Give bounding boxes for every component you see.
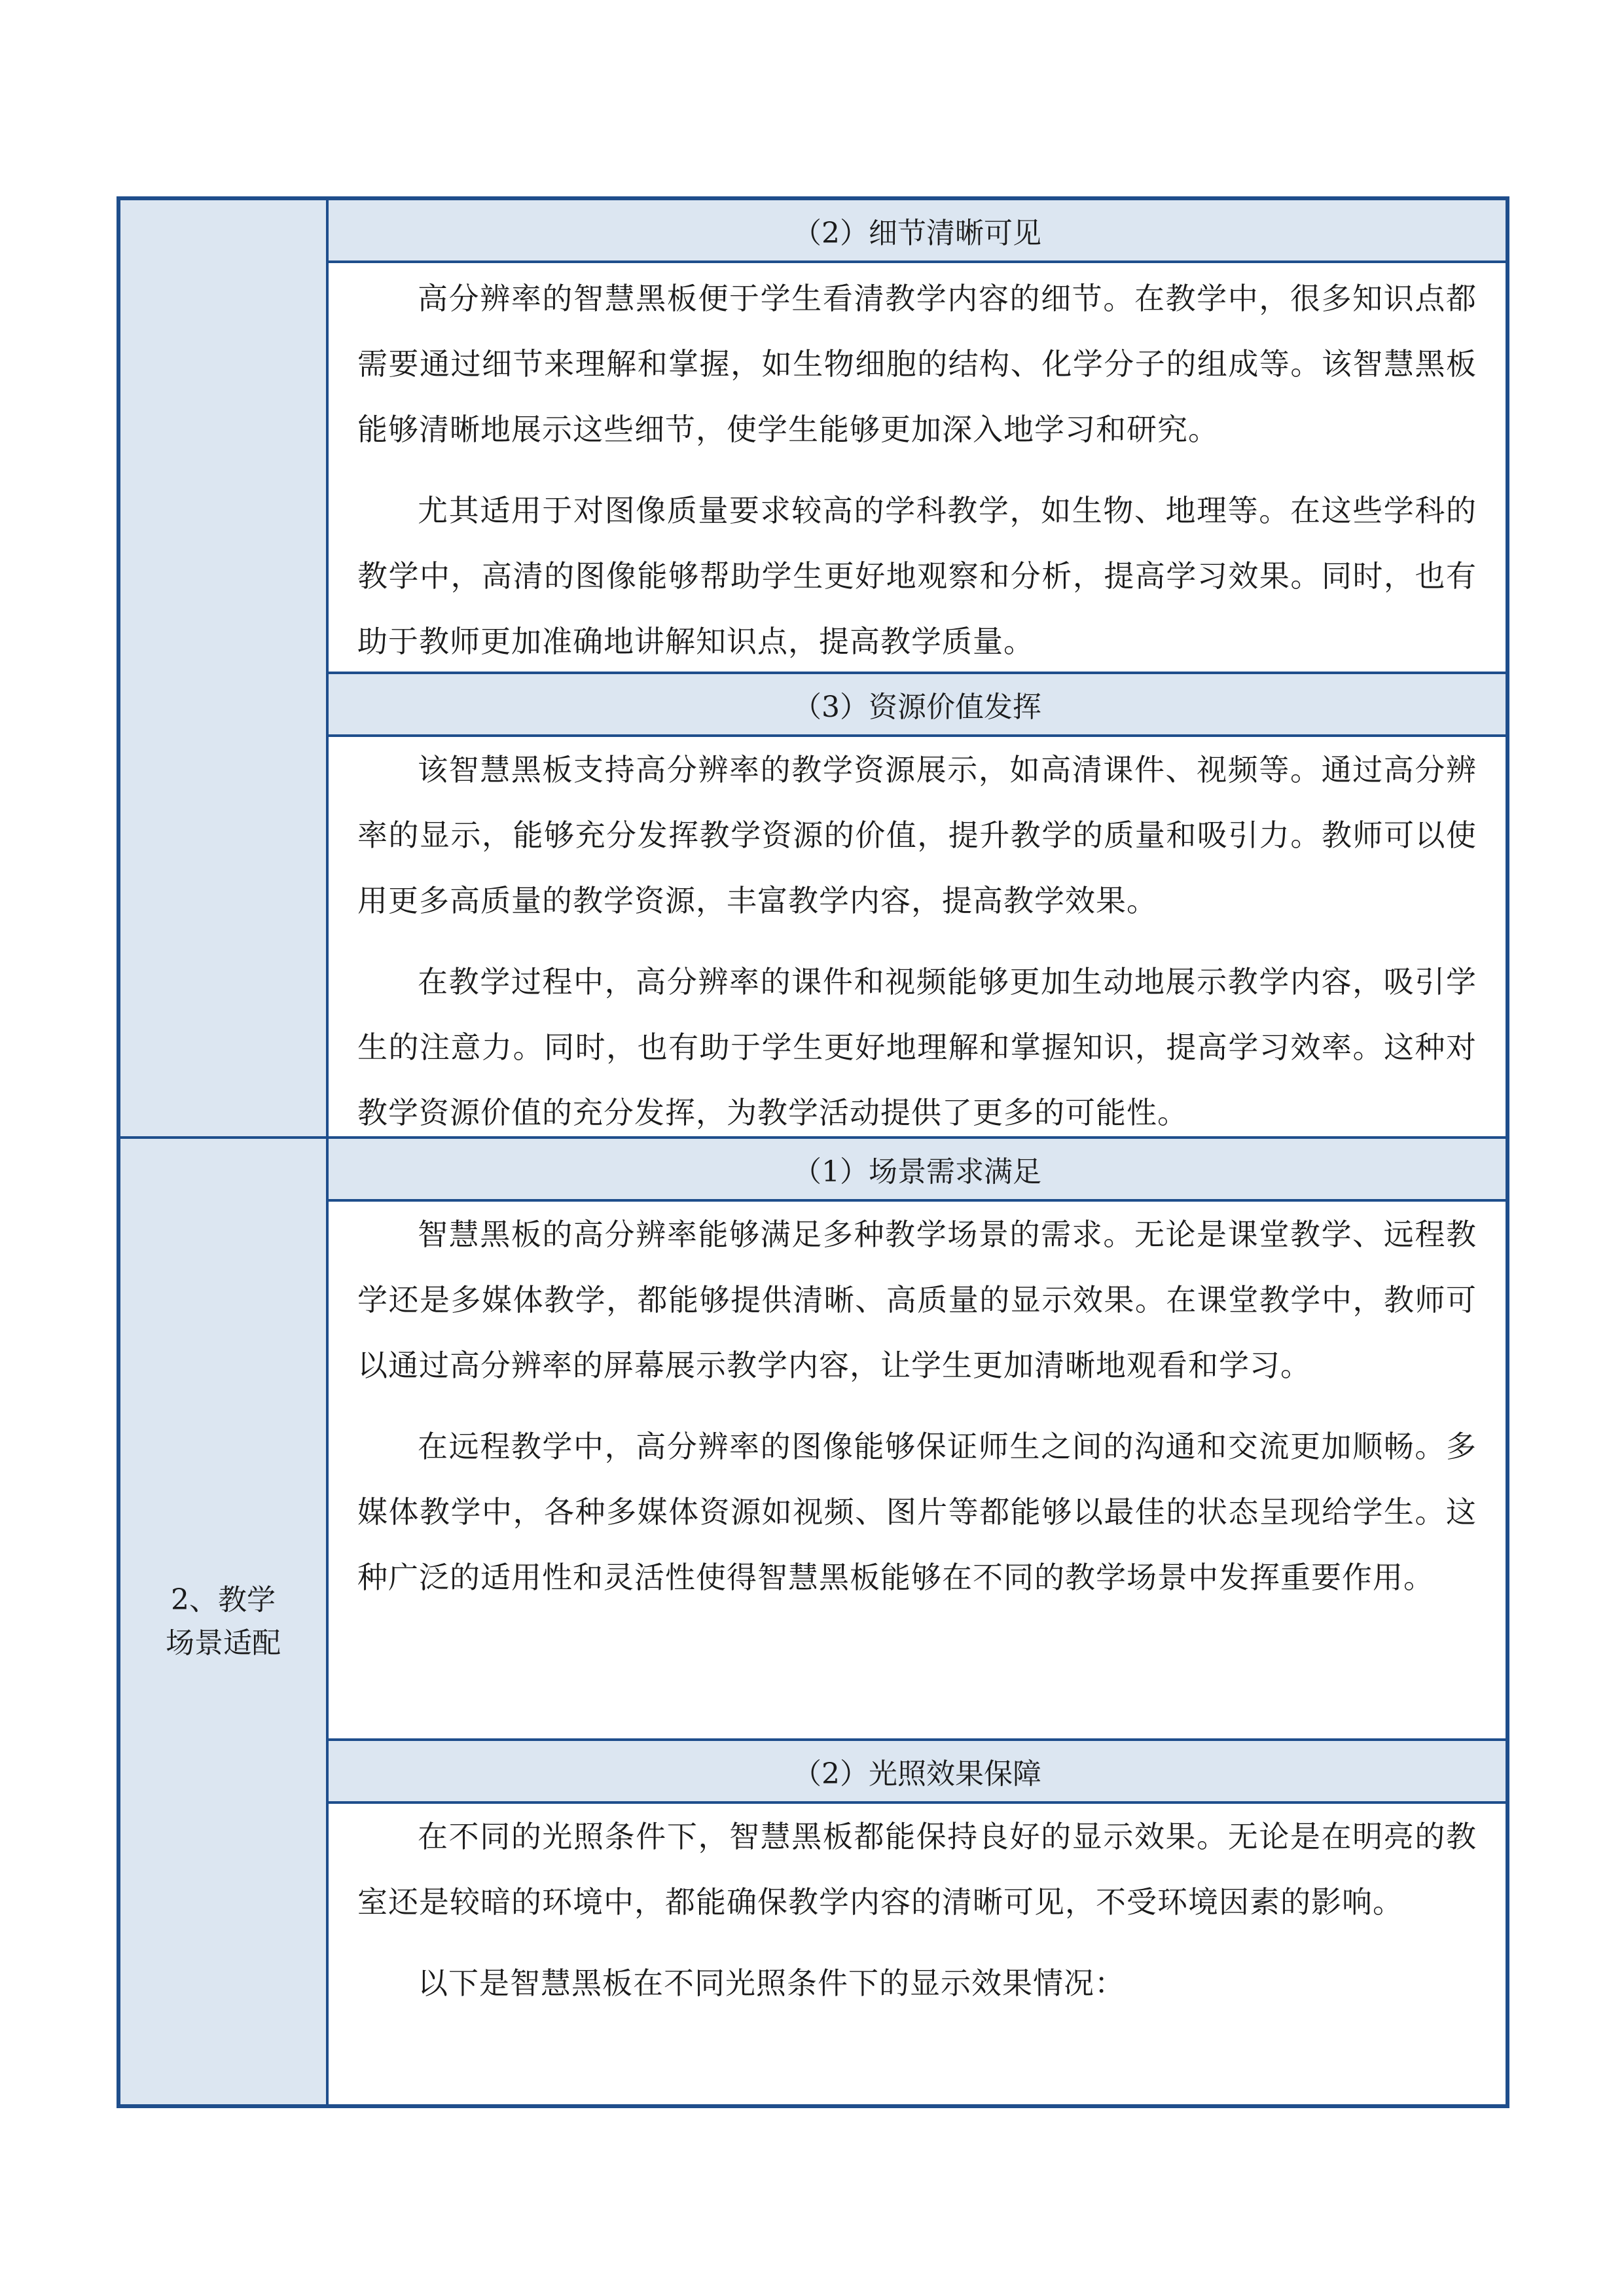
row-label: 2、教学场景适配: [166, 1583, 281, 1660]
paragraph: 尤其适用于对图像质量要求较高的学科教学，如生物、地理等。在这些学科的教学中，高清的图像能够帮助学生更好地观察和分析，提高学习效果。同时，也有助于教师更加准确地讲解知识点，提高教学质量。: [357, 493, 1477, 659]
section-heading-text: （3）资源价值发挥: [793, 691, 1041, 724]
paragraph: 以下是智慧黑板在不同光照条件下的显示效果情况：: [418, 1965, 1125, 2001]
section-heading-text: （2）细节清晰可见: [793, 217, 1041, 250]
paragraph: 高分辨率的智慧黑板便于学生看清教学内容的细节。在教学中，很多知识点都需要通过细节来理解和掌握，如生物细胞的结构、化学分子的组成等。该智慧黑板能够清晰地展示这些细节，使学生能够更加深入地学习和研究。: [357, 281, 1477, 447]
content-table: [117, 196, 1509, 2108]
section-heading-text: （2）光照效果保障: [793, 1757, 1041, 1791]
section-body: [329, 737, 1506, 1145]
paragraph: 在远程教学中，高分辨率的图像能够保证师生之间的沟通和交流更加顺畅。多媒体教学中，各种多媒体资源如视频、图片等都能够以最佳的状态呈现给学生。这种广泛的适用性和灵活性使得智慧黑板能够在不同的教学场景中发挥重要作用。: [357, 1429, 1477, 1595]
section-heading-text: （1）场景需求满足: [793, 1155, 1041, 1189]
row-label-cell: [120, 1139, 329, 2104]
section-heading: [329, 1136, 1506, 1202]
paragraph: 该智慧黑板支持高分辨率的教学资源展示，如高清课件、视频等。通过高分辨率的显示，能够充分发挥教学资源的价值，提升教学的质量和吸引力。教师可以使用更多高质量的教学资源，丰富教学内容，提高教学效果。: [357, 752, 1477, 918]
section-heading: [329, 672, 1506, 737]
section-heading: [329, 1738, 1506, 1804]
section-body: [329, 1202, 1506, 1610]
row-label-cell: [120, 200, 329, 1136]
section-heading: [329, 198, 1506, 263]
section-body: [329, 266, 1506, 674]
paragraph: 在不同的光照条件下，智慧黑板都能保持良好的显示效果。无论是在明亮的教室还是较暗的环境中，都能确保教学内容的清晰可见，不受环境因素的影响。: [357, 1819, 1477, 1920]
paragraph: 智慧黑板的高分辨率能够满足多种教学场景的需求。无论是课堂教学、远程教学还是多媒体教学，都能够提供清晰、高质量的显示效果。在课堂教学中，教师可以通过高分辨率的屏幕展示教学内容，让学生更加清晰地观看和学习。: [357, 1217, 1477, 1383]
paragraph: 在教学过程中，高分辨率的课件和视频能够更加生动地展示教学内容，吸引学生的注意力。同时，也有助于学生更好地理解和掌握知识，提高学习效率。这种对教学资源价值的充分发挥，为教学活动提供了更多的可能性。: [357, 964, 1477, 1130]
section-body: [329, 1804, 1506, 2016]
